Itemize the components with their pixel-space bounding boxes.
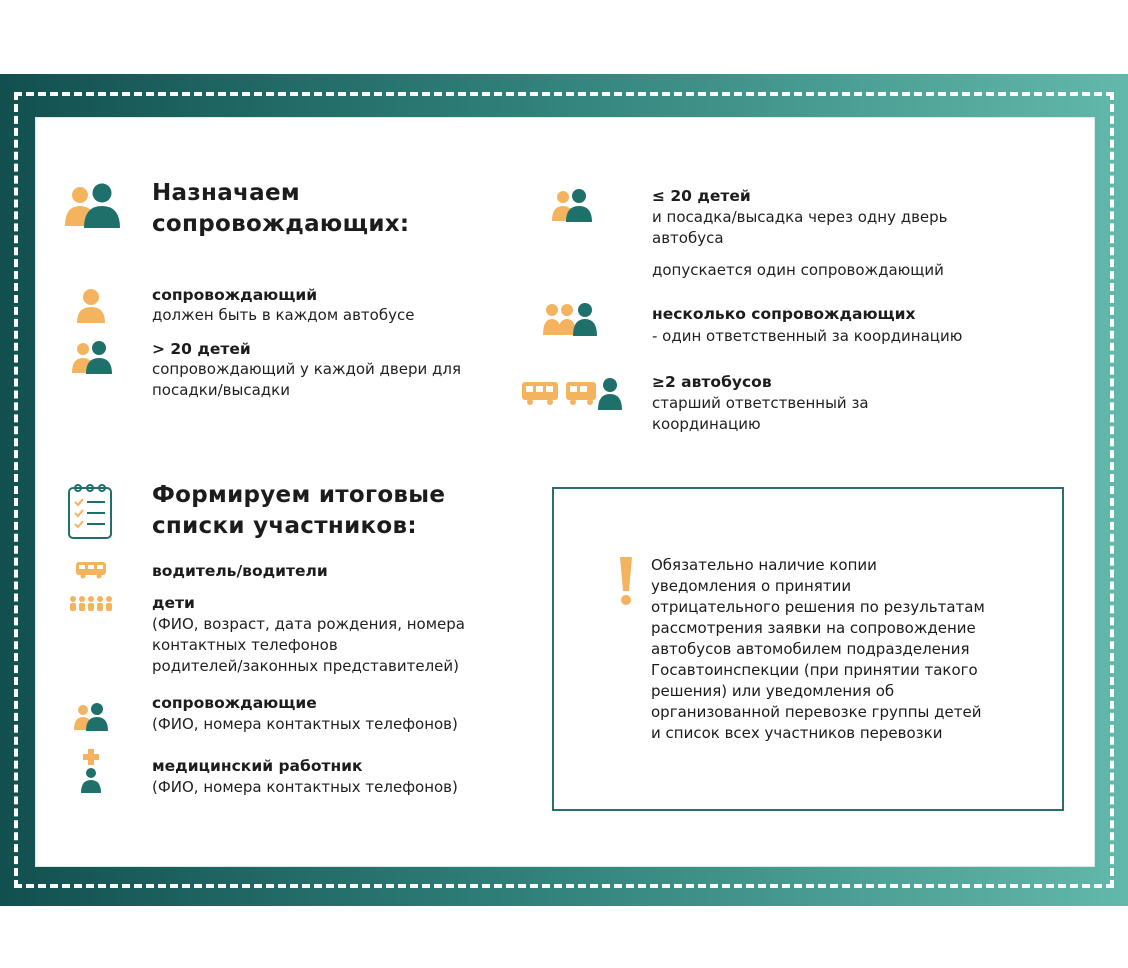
section1-title: Назначаем сопровождающих: — [152, 180, 410, 237]
item-several-title: несколько сопровождающих — [652, 305, 916, 323]
item-escorts-text: (ФИО, номера контактных телефонов) — [152, 715, 458, 733]
notice-text: Обязательно наличие копии уведомления о принятии отрицательного решения по результатам рассмотрения заявки на сопровождение автобусов автомобилем подразделения Госавтоинспекции (при принятии такого решения) или уведомления об организованной перевозке группы детей и список всех участников перевозки — [651, 556, 985, 742]
item-medic-text: (ФИО, номера контактных телефонов) — [152, 778, 458, 796]
item-over20-text: сопровождающий у каждой двери для посадки/высадки — [152, 360, 461, 399]
bus-icon — [74, 560, 108, 580]
two-people-icon — [70, 340, 114, 376]
item-under20-title: ≤ 20 детей — [652, 187, 751, 205]
item-several-text: - один ответственный за координацию — [652, 327, 963, 345]
item-under20-extra: допускается один сопровождающий — [652, 261, 944, 279]
item-over20-title: > 20 детей — [152, 340, 251, 358]
exclamation-icon — [616, 555, 636, 607]
buses-person-icon — [520, 376, 626, 412]
decorative-frame — [0, 74, 1128, 906]
item-medic-title: медицинский работник — [152, 757, 363, 775]
item-driver-title: водитель/водители — [152, 562, 328, 580]
item-buses-text: старший ответственный за координацию — [652, 394, 869, 433]
item-escort-title: сопровождающий — [152, 286, 318, 304]
item-children-text: (ФИО, возраст, дата рождения, номера контактных телефонов родителей/законных представителей) — [152, 615, 465, 675]
two-people-icon — [550, 188, 594, 224]
group-icon — [542, 302, 600, 338]
item-children-title: дети — [152, 594, 195, 612]
content-panel — [36, 118, 1094, 866]
two-people-icon — [72, 702, 110, 732]
person-icon — [74, 288, 108, 324]
medic-icon — [78, 748, 104, 794]
item-escort-text: должен быть в каждом автобусе — [152, 306, 415, 324]
children-icon — [68, 594, 114, 614]
item-buses-title: ≥2 автобусов — [652, 373, 772, 391]
notice-box — [552, 487, 1064, 811]
item-under20-text: и посадка/высадка через одну дверь автобуса — [652, 208, 948, 247]
section2-title: Формируем итоговые списки участников: — [152, 482, 446, 539]
checklist-icon — [66, 482, 114, 540]
two-people-icon — [62, 182, 124, 230]
item-escorts-title: сопровождающие — [152, 694, 317, 712]
